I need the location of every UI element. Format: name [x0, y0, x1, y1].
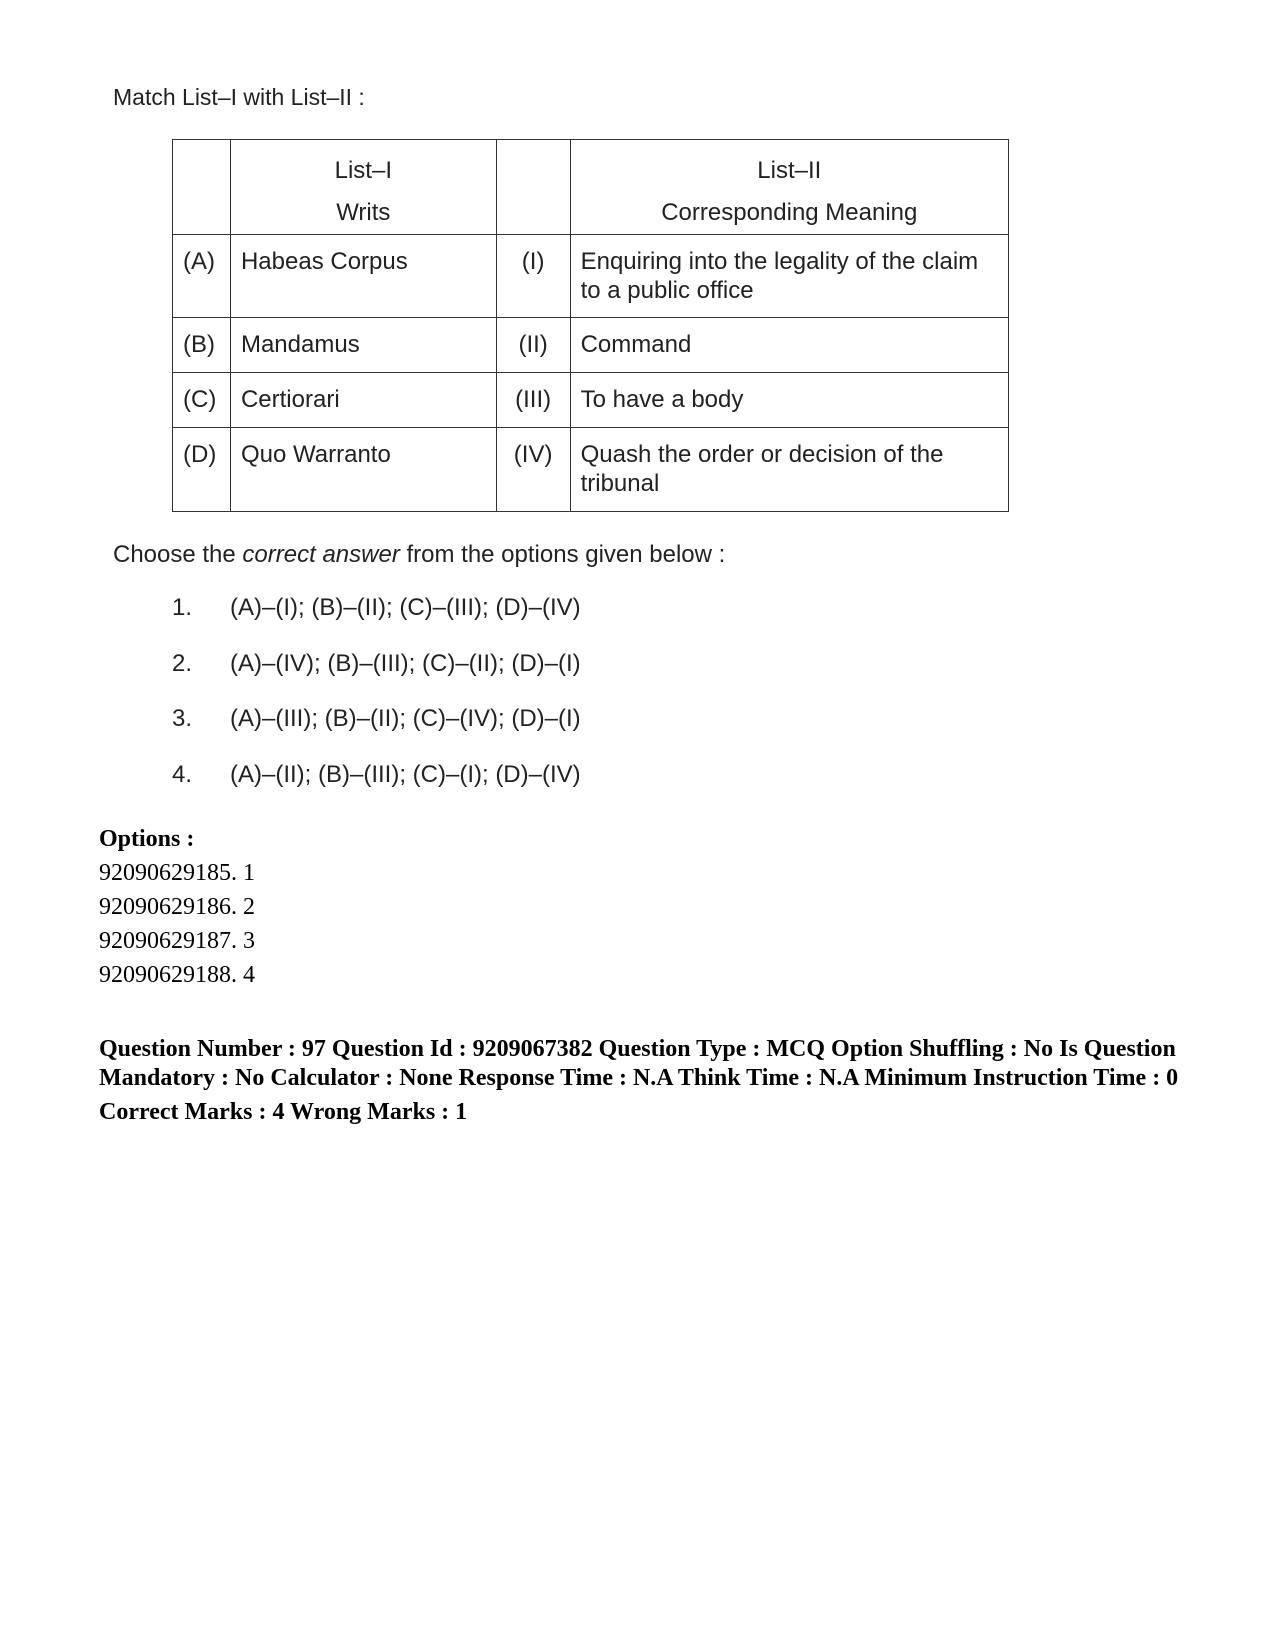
choice-number: 3. [172, 705, 193, 732]
table-row [173, 235, 1009, 318]
table-row [173, 318, 1009, 373]
choice-text: (A)–(II); (B)–(III); (C)–(I); (D)–(IV) [230, 760, 581, 788]
list2-header [570, 140, 1008, 235]
question-details: Question Number : 97 Question Id : 9209067382 Question Type : MCQ Option Shuffling : No Is Question Mandatory : No Calculator : None Response Time : N.A Think Time : N.A Minimum Instruction Time : 0 [99, 1036, 1179, 1091]
answer-prompt [113, 541, 725, 569]
table-header-row [173, 140, 1009, 235]
match-table [172, 139, 1009, 512]
row-roman: (I) [496, 235, 570, 318]
row-writ: Habeas Corpus [230, 235, 496, 318]
option-id: 92090629188. 4 [99, 962, 255, 988]
marks-line: Correct Marks : 4 Wrong Marks : 1 [99, 1099, 468, 1125]
choice-text: (A)–(I); (B)–(II); (C)–(III); (D)–(IV) [230, 594, 581, 621]
row-writ: Mandamus [230, 318, 496, 373]
list-item [172, 707, 581, 763]
options-label: Options : [99, 826, 195, 852]
row-letter: (B) [173, 318, 231, 373]
row-writ: Certiorari [230, 373, 496, 428]
row-meaning: Quash the order or decision of the tribunal [570, 428, 1008, 512]
header-empty-cell [496, 140, 570, 235]
row-meaning: To have a body [570, 373, 1008, 428]
prompt-after: from the options given below : [399, 541, 726, 568]
option-id: 92090629186. 2 [99, 894, 255, 920]
table-row [173, 373, 1009, 428]
option-id: 92090629185. 1 [99, 860, 255, 886]
choice-number: 1. [172, 594, 193, 621]
list1-subtitle: Writs [336, 199, 391, 226]
row-letter: (A) [173, 235, 231, 318]
prompt-before: Choose the [113, 541, 243, 568]
list-item [172, 760, 581, 819]
row-writ: Quo Warranto [230, 428, 496, 512]
row-letter: (C) [173, 373, 231, 428]
choice-number: 2. [172, 649, 193, 677]
row-roman: (III) [496, 373, 570, 428]
row-letter: (D) [173, 428, 231, 512]
question-intro: Match List–I with List–II : [113, 84, 365, 110]
row-roman: (II) [496, 318, 570, 373]
list1-header [230, 140, 496, 235]
choice-text: (A)–(III); (B)–(II); (C)–(IV); (D)–(I) [230, 705, 581, 732]
options-block [99, 822, 255, 992]
table-row [173, 428, 1009, 512]
row-meaning: Enquiring into the legality of the claim to a public office [570, 235, 1008, 318]
choice-text: (A)–(IV); (B)–(III); (C)–(II); (D)–(I) [230, 649, 581, 677]
header-empty-cell [173, 140, 231, 235]
prompt-emphasis: correct answer [242, 541, 400, 568]
row-roman: (IV) [496, 428, 570, 512]
option-id: 92090629187. 3 [99, 928, 255, 954]
answer-choices [172, 596, 581, 818]
list-item [172, 649, 581, 708]
list1-title: List–I [334, 157, 392, 184]
list-item [172, 596, 581, 652]
question-meta [99, 1035, 1189, 1127]
row-meaning: Command [570, 318, 1008, 373]
choice-number: 4. [172, 760, 193, 788]
list2-subtitle: Corresponding Meaning [661, 199, 918, 226]
list2-title: List–II [757, 157, 822, 184]
